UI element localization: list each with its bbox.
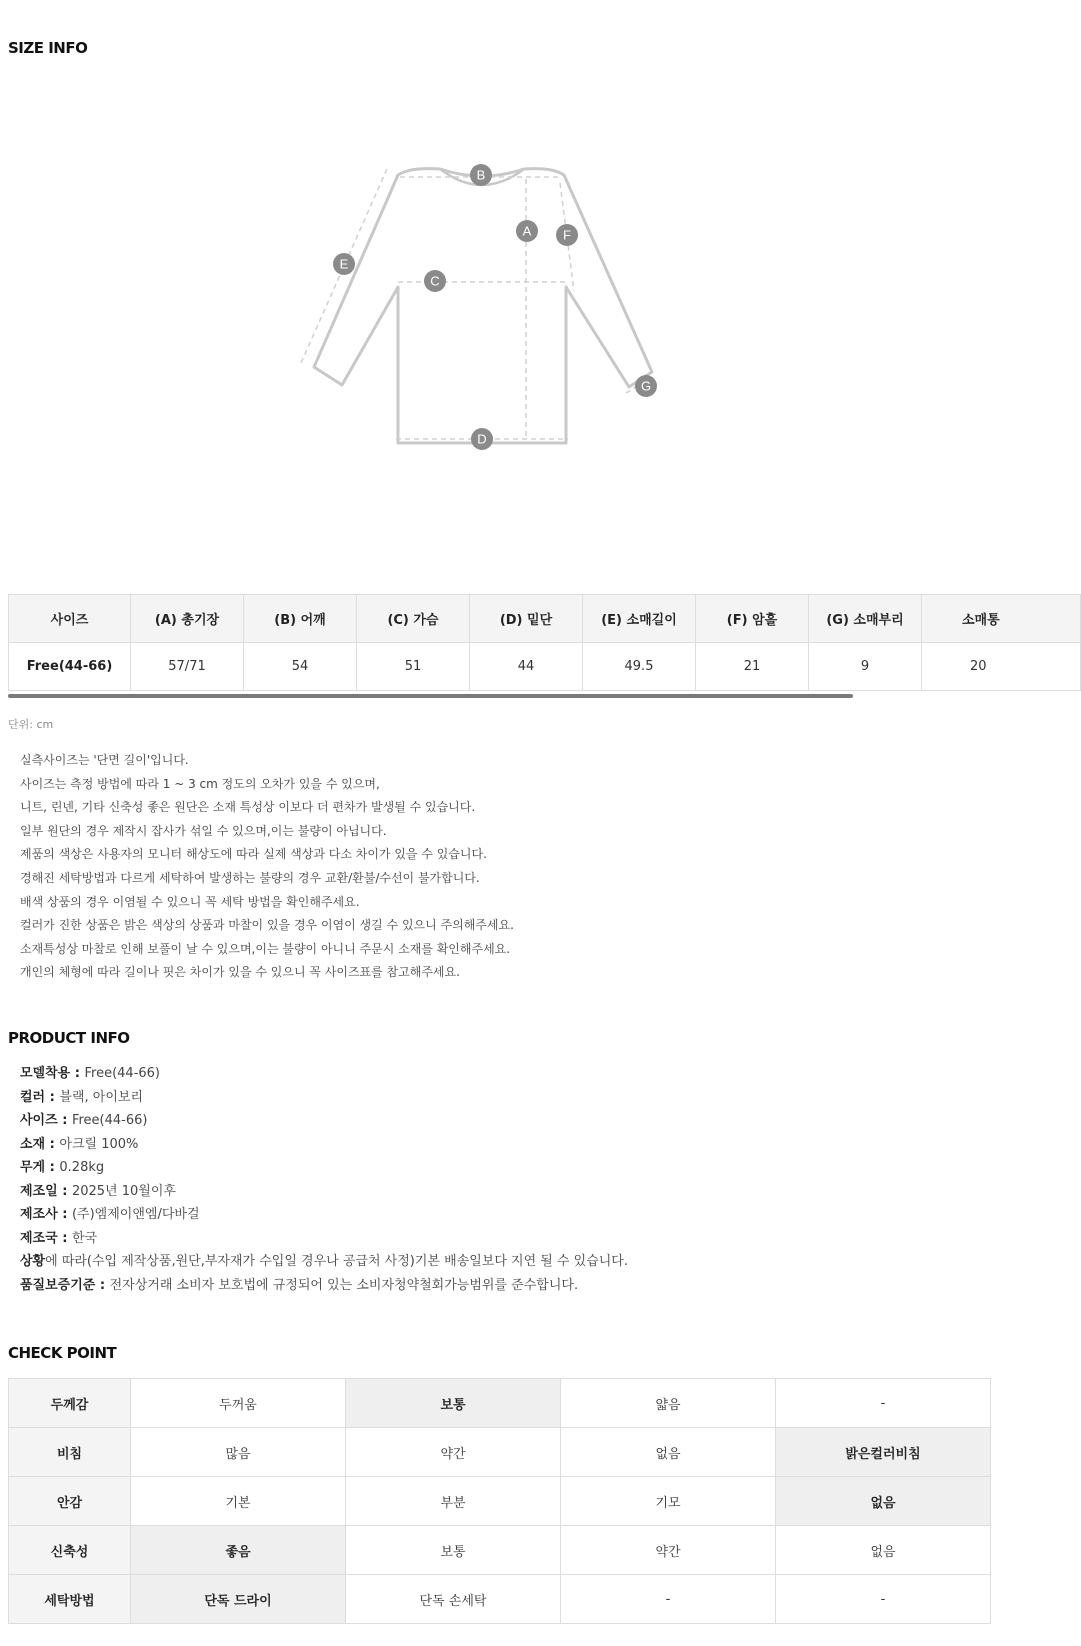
product-info-value: 전자상거래 소비자 보호법에 규정되어 있는 소비자청약철회가능범위를 준수합니다. xyxy=(109,1277,579,1293)
product-info-value: 블랙, 아이보리 xyxy=(59,1089,144,1105)
size-header-cell: (G) 소매부리 xyxy=(809,595,922,643)
note-item: 실측사이즈는 '단면 길이'입니다. xyxy=(20,753,189,767)
check-option: - xyxy=(776,1575,991,1624)
size-value-cell: Free(44-66) xyxy=(9,643,131,691)
note-item: 배색 상품의 경우 이염될 수 있으니 꼭 세탁 방법을 확인해주세요. xyxy=(20,894,360,909)
product-info-sep: : xyxy=(57,1207,72,1222)
check-option: 단독 손세탁 xyxy=(346,1575,561,1624)
size-value-cell: 21 xyxy=(696,643,809,691)
check-point-table xyxy=(8,1378,991,1624)
note-item: 소재특성상 마찰로 인해 보풀이 날 수 있으며,이는 불량이 아니니 주문시 소재를 확인해주세요. xyxy=(20,941,511,956)
product-info-sep: : xyxy=(57,1113,72,1128)
product-info-sep: : xyxy=(45,1160,60,1175)
check-row xyxy=(9,1477,991,1526)
product-info-item xyxy=(20,1180,628,1204)
check-row-label: 비침 xyxy=(9,1428,131,1477)
size-value-cell: 57/71 xyxy=(131,643,244,691)
marker-d-label: D xyxy=(477,431,487,447)
marker-g-label: G xyxy=(640,378,652,394)
product-info-value: Free(44-66) xyxy=(84,1066,161,1081)
size-header-cell: (A) 총기장 xyxy=(131,595,244,643)
size-value-cell: 44 xyxy=(470,643,583,691)
check-option: 얇음 xyxy=(561,1379,776,1428)
check-option: 두꺼움 xyxy=(131,1379,346,1428)
check-option: 좋음 xyxy=(131,1526,346,1575)
check-option: 밝은컬러비침 xyxy=(776,1428,991,1477)
product-info-sep: : xyxy=(45,1089,60,1105)
check-row xyxy=(9,1428,991,1477)
product-info-key: 제조일 xyxy=(20,1183,58,1199)
product-info-value: 아크릴 100% xyxy=(59,1136,139,1152)
size-table-row xyxy=(9,643,1081,691)
marker-c-label: C xyxy=(430,273,440,289)
check-option: - xyxy=(561,1575,776,1624)
check-point-title: CHECK POINT xyxy=(8,1344,117,1362)
check-option: 없음 xyxy=(776,1526,991,1575)
size-header-cell: (B) 어깨 xyxy=(244,595,357,643)
product-info-item xyxy=(20,1062,628,1086)
size-value-cell: 20 xyxy=(922,643,1081,691)
check-option: 약간 xyxy=(346,1428,561,1477)
size-header-cell: (F) 암홀 xyxy=(696,595,809,643)
marker-e-label: E xyxy=(339,256,349,272)
product-info-key: 무게 xyxy=(20,1160,46,1175)
check-row-label: 두께감 xyxy=(9,1379,131,1428)
check-option: 약간 xyxy=(561,1526,776,1575)
note-item: 경해진 세탁방법과 다르게 세탁하여 발생하는 불량의 경우 교환/환불/수선이 불가합니다. xyxy=(20,870,480,885)
note-item: 니트, 린넨, 기타 신축성 좋은 원단은 소재 특성상 이보다 더 편차가 발생될 수 있습니다. xyxy=(20,800,476,815)
size-header-cell: 소매통 xyxy=(922,595,1081,643)
product-info-value: Free(44-66) xyxy=(71,1113,148,1128)
garment-outline xyxy=(314,169,652,443)
product-info-item xyxy=(20,1109,628,1133)
product-info-key: 소재 xyxy=(20,1136,46,1152)
check-option: 보통 xyxy=(346,1379,561,1428)
diagram-markers xyxy=(333,164,657,450)
product-info-value: 한국 xyxy=(71,1230,98,1246)
product-info-item xyxy=(20,1133,628,1157)
size-value-cell: 54 xyxy=(244,643,357,691)
size-header-cell: (C) 가슴 xyxy=(357,595,470,643)
product-info-sep: : xyxy=(57,1183,72,1199)
note-item: 개인의 체형에 따라 길이나 핏은 차이가 있을 수 있으니 꼭 사이즈표를 참고해주세요. xyxy=(20,965,460,980)
product-info-sep: : xyxy=(57,1230,72,1246)
size-table-header-row xyxy=(9,595,1081,643)
check-row-label: 안감 xyxy=(9,1477,131,1526)
check-option: - xyxy=(776,1379,991,1428)
check-option: 많음 xyxy=(131,1428,346,1477)
size-table-scroll[interactable] xyxy=(8,594,1000,698)
size-header-cell: 사이즈 xyxy=(9,595,131,643)
marker-b-label: B xyxy=(476,167,486,183)
product-info-key: 제조사 xyxy=(20,1207,58,1222)
marker-a-label: A xyxy=(522,223,532,239)
check-option: 기본 xyxy=(131,1477,346,1526)
product-info-value: (주)엠제이앤엠/다바걸 xyxy=(71,1207,200,1222)
check-row xyxy=(9,1526,991,1575)
product-info-list xyxy=(20,1062,628,1297)
check-row xyxy=(9,1379,991,1428)
product-info-value: 2025년 10월이후 xyxy=(71,1183,176,1199)
note-item: 사이즈는 측정 방법에 따라 1 ~ 3 cm 정도의 오차가 있을 수 있으며, xyxy=(20,776,380,791)
check-option: 없음 xyxy=(561,1428,776,1477)
size-notes-list xyxy=(20,749,514,985)
product-info-key: 컬러 xyxy=(20,1089,46,1105)
product-info-key: 사이즈 xyxy=(20,1113,58,1128)
size-info-title: SIZE INFO xyxy=(8,39,88,57)
product-info-value: 에 따라(수입 제작상품,원단,부자재가 수입일 경우나 공급처 사정)기본 배송일보다 지연 될 수 있습니다. xyxy=(45,1254,628,1269)
check-option: 보통 xyxy=(346,1526,561,1575)
check-row-label: 신축성 xyxy=(9,1526,131,1575)
check-row xyxy=(9,1575,991,1624)
marker-f-label: F xyxy=(563,227,571,243)
product-info-sep: : xyxy=(45,1136,60,1152)
product-info-key: 상황 xyxy=(20,1254,46,1269)
check-row-label: 세탁방법 xyxy=(9,1575,131,1624)
size-header-cell: (D) 밑단 xyxy=(470,595,583,643)
check-option: 단독 드라이 xyxy=(131,1575,346,1624)
check-option: 기모 xyxy=(561,1477,776,1526)
check-option: 부분 xyxy=(346,1477,561,1526)
size-value-cell: 9 xyxy=(809,643,922,691)
check-option: 없음 xyxy=(776,1477,991,1526)
unit-label: 단위: cm xyxy=(8,718,54,731)
product-info-key: 품질보증기준 xyxy=(20,1277,96,1293)
note-item: 일부 원단의 경우 제작시 잡사가 섞일 수 있으며,이는 불량이 아닙니다. xyxy=(20,823,387,838)
garment-size-diagram xyxy=(290,155,710,485)
product-info-item xyxy=(20,1086,628,1110)
product-info-item xyxy=(20,1156,628,1180)
product-info-item xyxy=(20,1203,628,1227)
product-info-sep: : xyxy=(95,1277,110,1293)
product-info-key: 제조국 xyxy=(20,1230,58,1246)
product-info-item xyxy=(20,1250,628,1274)
horizontal-scrollbar[interactable] xyxy=(8,694,853,698)
note-item: 제품의 색상은 사용자의 모니터 해상도에 따라 실제 색상과 다소 차이가 있을 수 있습니다. xyxy=(20,847,487,862)
note-item: 컬러가 진한 상품은 밝은 색상의 상품과 마찰이 있을 경우 이염이 생길 수 있으니 주의해주세요. xyxy=(20,918,514,933)
product-info-sep: : xyxy=(70,1066,85,1081)
product-info-item xyxy=(20,1274,628,1298)
size-value-cell: 49.5 xyxy=(583,643,696,691)
size-table xyxy=(8,594,1081,691)
product-info-title: PRODUCT INFO xyxy=(8,1029,130,1047)
product-info-key: 모델착용 xyxy=(20,1066,71,1081)
product-info-value: 0.28kg xyxy=(59,1160,105,1175)
product-info-item xyxy=(20,1227,628,1251)
size-header-cell: (E) 소매길이 xyxy=(583,595,696,643)
size-value-cell: 51 xyxy=(357,643,470,691)
